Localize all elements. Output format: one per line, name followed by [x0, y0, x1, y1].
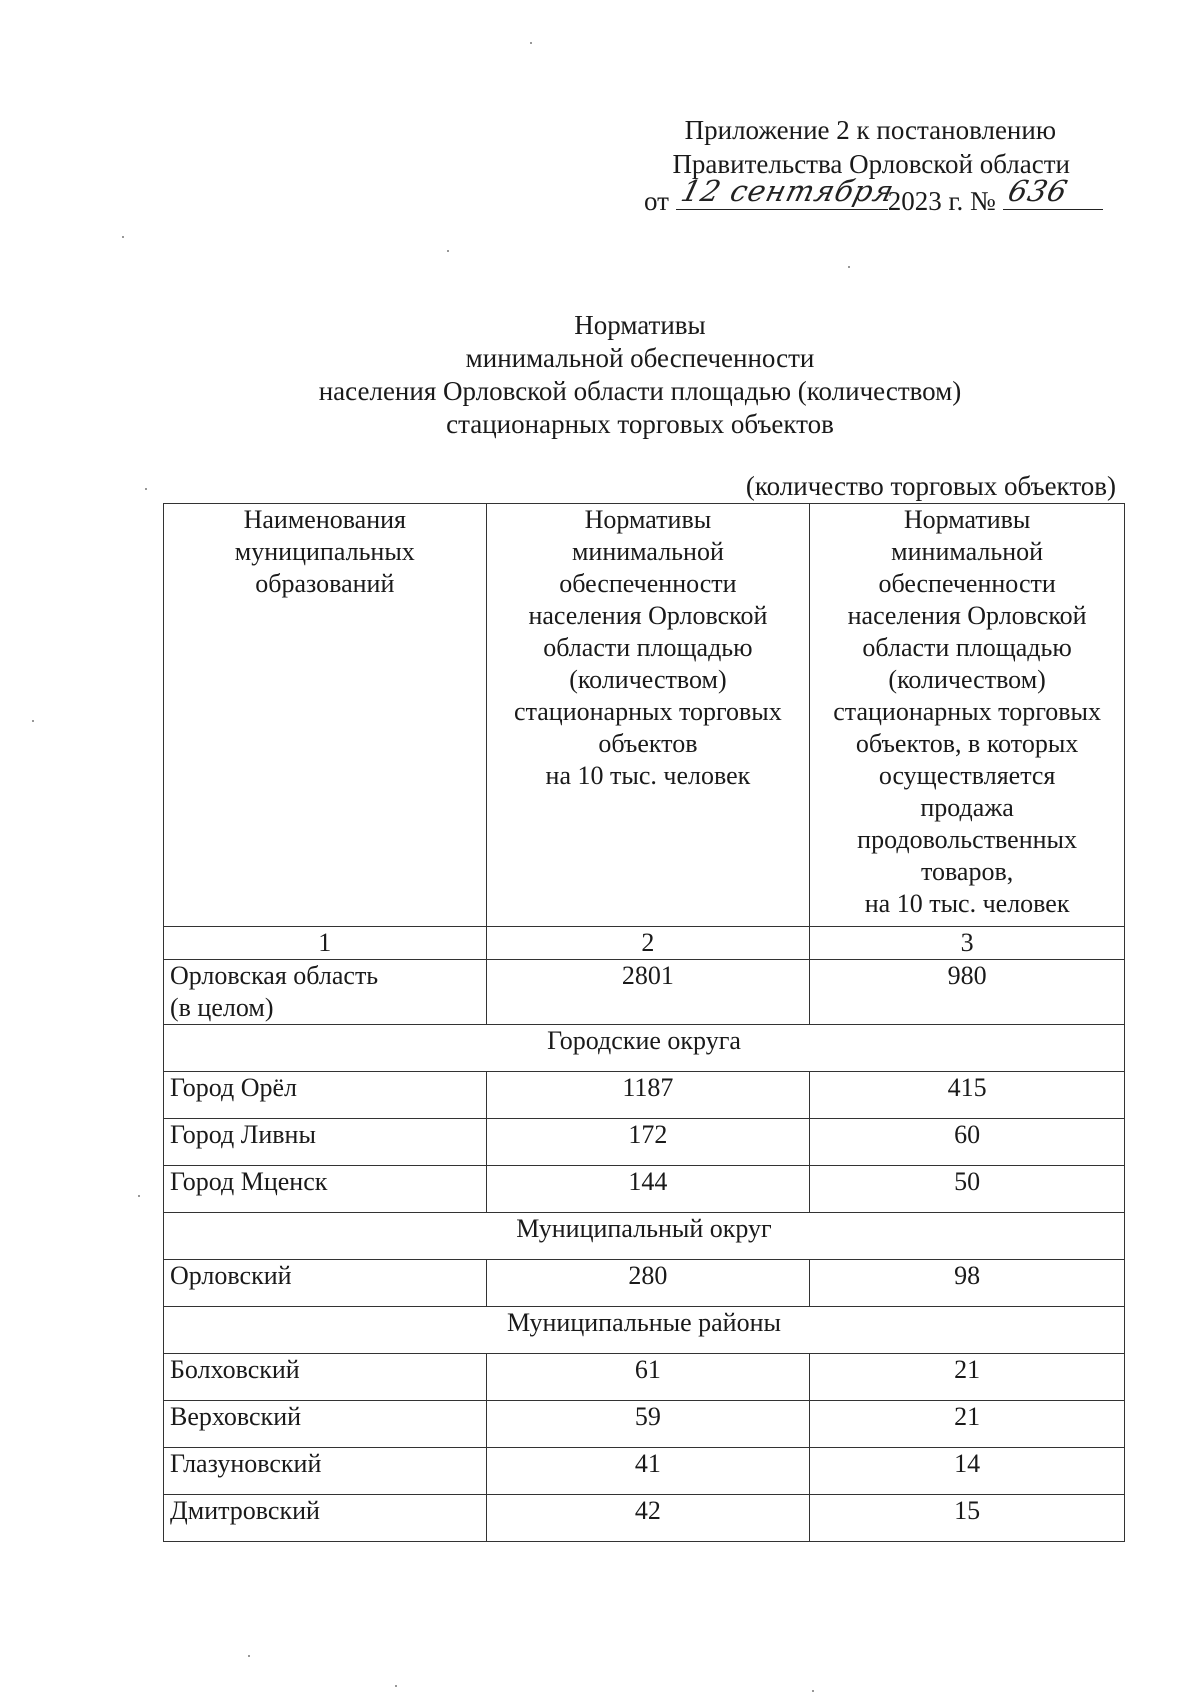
appendix-line-2: Правительства Орловской области [672, 149, 1070, 179]
norm-food-value: 14 [810, 1448, 1125, 1495]
norm-food-value: 60 [810, 1119, 1125, 1166]
scan-speck [248, 1655, 250, 1657]
table-row [164, 1166, 1125, 1213]
scan-speck [812, 1690, 814, 1692]
municipality-name: Город Орёл [164, 1072, 487, 1119]
region-name-line-2: (в целом) [170, 993, 274, 1022]
norms-table [163, 503, 1125, 1542]
header-line: минимальной [891, 537, 1044, 566]
column-number: 1 [164, 927, 487, 960]
header-line: (количеством) [888, 665, 1046, 694]
header-line: стационарных торговых [514, 697, 782, 726]
header-line: области площадью [543, 633, 753, 662]
municipality-name [164, 960, 487, 1025]
norm-food-value: 50 [810, 1166, 1125, 1213]
header-line: объектов [598, 729, 698, 758]
municipality-name: Верховский [164, 1401, 487, 1448]
header-line: Наименования [243, 505, 406, 534]
header-line: населения Орловской [847, 601, 1087, 630]
scan-speck [395, 1685, 397, 1687]
header-line: объектов, в которых [855, 729, 1079, 758]
table-row [164, 1448, 1125, 1495]
scan-speck [138, 1195, 140, 1197]
table-row-region-total [164, 960, 1125, 1025]
date-field [676, 174, 898, 210]
table-row [164, 1401, 1125, 1448]
header-line: Нормативы [903, 505, 1031, 534]
municipality-name: Орловский [164, 1260, 487, 1307]
date-prefix: от [644, 186, 669, 216]
municipality-name: Город Ливны [164, 1119, 487, 1166]
header-line: обеспеченности [878, 569, 1056, 598]
document-title [200, 309, 1080, 441]
norm-food-value: 21 [810, 1354, 1125, 1401]
group-title: Городские округа [164, 1025, 1125, 1072]
header-line: на 10 тыс. человек [864, 889, 1070, 918]
norm-total-value: 41 [486, 1448, 810, 1495]
appendix-line-1: Приложение 2 к постановлению [684, 115, 1056, 145]
norm-total-value: 59 [486, 1401, 810, 1448]
table-row [164, 1260, 1125, 1307]
header-line: образований [255, 569, 395, 598]
norm-total-value: 144 [486, 1166, 810, 1213]
municipality-name: Болховский [164, 1354, 487, 1401]
table-group-row [164, 1307, 1125, 1354]
table-group-row [164, 1025, 1125, 1072]
scan-speck [848, 266, 850, 268]
norm-food-value: 980 [810, 960, 1125, 1025]
scan-speck [447, 250, 449, 252]
municipality-name: Город Мценск [164, 1166, 487, 1213]
norm-total-value: 42 [486, 1495, 810, 1542]
title-line-4: стационарных торговых объектов [446, 409, 834, 439]
municipality-name: Глазуновский [164, 1448, 487, 1495]
header-line: товаров, [920, 857, 1014, 886]
norm-total-value: 1187 [486, 1072, 810, 1119]
norm-total-value: 2801 [486, 960, 810, 1025]
group-title: Муниципальный округ [164, 1213, 1125, 1260]
appendix-reference [600, 113, 1120, 218]
table-group-row [164, 1213, 1125, 1260]
title-line-3: населения Орловской области площадью (количеством) [318, 376, 962, 406]
scan-speck [122, 236, 124, 238]
unit-note: (количество торговых объектов) [745, 471, 1116, 501]
header-cell-norm-food [810, 504, 1125, 927]
norm-food-value: 15 [810, 1495, 1125, 1542]
header-line: области площадью [862, 633, 1072, 662]
header-cell-norm-total [486, 504, 810, 927]
header-line: на 10 тыс. человек [545, 761, 751, 790]
column-number: 2 [486, 927, 810, 960]
table-row [164, 1495, 1125, 1542]
scan-speck [145, 488, 147, 490]
title-line-2: минимальной обеспеченности [465, 343, 815, 373]
norm-food-value: 415 [810, 1072, 1125, 1119]
scan-speck [32, 720, 34, 722]
column-number: 3 [810, 927, 1125, 960]
header-cell-municipality [164, 504, 487, 927]
table-header-row [164, 504, 1125, 927]
header-line: обеспеченности [559, 569, 737, 598]
table-row [164, 1354, 1125, 1401]
header-line: населения Орловской [528, 601, 768, 630]
norm-total-value: 172 [486, 1119, 810, 1166]
header-line: Нормативы [584, 505, 712, 534]
scan-speck [530, 42, 532, 44]
title-line-1: Нормативы [574, 310, 706, 340]
column-number-row [164, 927, 1125, 960]
norm-food-value: 21 [810, 1401, 1125, 1448]
table-row [164, 1072, 1125, 1119]
handwritten-number: 636 [1004, 174, 1072, 208]
norm-total-value: 61 [486, 1354, 810, 1401]
header-line: минимальной [571, 537, 724, 566]
header-line: продовольственных [857, 825, 1078, 854]
norm-food-value: 98 [810, 1260, 1125, 1307]
year-number-label: 2023 г. № [887, 186, 996, 216]
appendix-date-line [600, 174, 1120, 218]
municipality-name: Дмитровский [164, 1495, 487, 1542]
header-line: муниципальных [234, 537, 415, 566]
header-line: стационарных торговых [833, 697, 1101, 726]
number-field [1003, 174, 1103, 210]
header-line: осуществляется [878, 761, 1056, 790]
header-line: продажа [920, 793, 1014, 822]
group-title: Муниципальные районы [164, 1307, 1125, 1354]
region-name-line-1: Орловская область [170, 961, 379, 990]
header-line: (количеством) [569, 665, 727, 694]
table-row [164, 1119, 1125, 1166]
norm-total-value: 280 [486, 1260, 810, 1307]
handwritten-date: 12 сентября [677, 174, 898, 208]
